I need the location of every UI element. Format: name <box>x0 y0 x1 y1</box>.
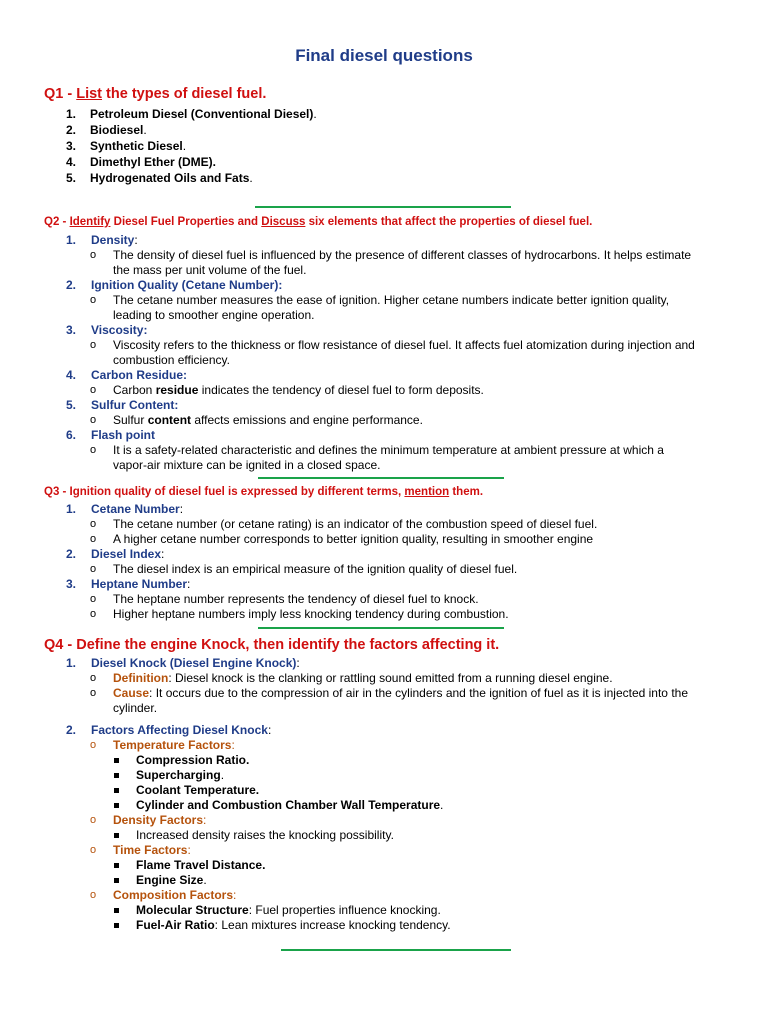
q3-heading: Q3 - Ignition quality of diesel fuel is expressed by different terms, mention them. <box>44 486 484 498</box>
bullet-square-icon <box>114 758 119 763</box>
list-item: 4. Dimethyl Ether (DME). <box>66 155 217 169</box>
q3-list: 1. Cetane Number: o The cetane number (or cetane rating) is an indicator of the combustion speed of diesel fuel. o A higher cetane number corresponds to better ignition quality, resulting in smoother engine 2. Diesel Index: o The diesel index is an empirical measure of the ignition quality of diesel fuel. 3. Heptane Number: o The heptane number represents the tendency of diesel fuel to knock. o Higher heptane numbers imply less knocking tendency during combustion. <box>66 502 736 622</box>
q2-heading: Q2 - Identify Diesel Fuel Properties and Discuss six elements that affect the properties of diesel fuel. <box>44 216 593 228</box>
list-item: 2. Factors Affecting Diesel Knock: <box>66 723 272 737</box>
bullet-square-icon <box>114 908 119 913</box>
page-title: Final diesel questions <box>295 46 473 65</box>
q4-list: 1. Diesel Knock (Diesel Engine Knock): o Definition: Diesel knock is the clanking or rattling sound emitted from a running diesel engine. o Cause: It occurs due to the compression of air in the cylinders and the ignition of fuel as it is injected into the cylinder. 2. Factors Affecting Diesel Knock: o Temperature Factors: Compression Ratio. Supercharging. Coolant Temperature. Cylinder and Combustion Chamber Wall Temperature. o Density Factors: Increased density raises the knocking possibility. o Time Factors: Flame Travel Distance. Engine Size. o Composition Factors: Molecular Structure: Fuel properties influence knocking. Fuel-Air Ratio: Lean mixtures increase knocking tendency. <box>66 656 736 933</box>
list-item: 3. Synthetic Diesel. <box>66 139 187 153</box>
list-item: 2. Ignition Quality (Cetane Number): <box>66 278 283 292</box>
list-item: 1. Diesel Knock (Diesel Engine Knock): <box>66 656 300 670</box>
section-divider <box>255 206 511 208</box>
list-item: 1. Petroleum Diesel (Conventional Diesel). <box>66 107 317 121</box>
bullet-square-icon <box>114 923 119 928</box>
q2-list: 1. Density: o The density of diesel fuel is influenced by the presence of different classes of hydrocarbons. It helps estimate the mass per unit volume of the fuel. 2. Ignition Quality (Cetane Number): o The cetane number measures the ease of ignition. Higher cetane numbers indicate better ignition quality, leading to smoother engine operation. 3. Viscosity: o Viscosity refers to the thickness or flow resistance of diesel fuel. It affects fuel atomization during injection and combustion efficiency. 4. Carbon Residue: o Carbon residue indicates the tendency of diesel fuel to form deposits. 5. Sulfur Content: o Sulfur content affects emissions and engine performance. 6. Flash point o It is a safety-related characteristic and defines the minimum temperature at ambient pressure at which a vapor-air mixture can be ignited in a closed space. <box>66 233 736 473</box>
list-item: 1. Density: <box>66 233 138 247</box>
section-divider <box>281 949 511 951</box>
list-item: 6. Flash point <box>66 428 155 442</box>
q1-list <box>66 106 317 186</box>
list-item: 3. Heptane Number: <box>66 577 191 591</box>
q1-heading: Q1 - List the types of diesel fuel. <box>44 86 267 102</box>
list-item: 5. Sulfur Content: <box>66 398 179 412</box>
bullet-square-icon <box>114 863 119 868</box>
q4-heading: Q4 - Define the engine Knock, then identify the factors affecting it. <box>44 637 500 653</box>
list-item: 4. Carbon Residue: <box>66 368 188 382</box>
list-item: 2. Diesel Index: <box>66 547 165 561</box>
list-item: 2. Biodiesel. <box>66 123 147 137</box>
bullet-square-icon <box>114 788 119 793</box>
section-divider <box>258 477 504 479</box>
bullet-square-icon <box>114 833 119 838</box>
bullet-square-icon <box>114 878 119 883</box>
bullet-square-icon <box>114 773 119 778</box>
list-item: 5. Hydrogenated Oils and Fats. <box>66 171 253 185</box>
list-item: 1. Cetane Number: <box>66 502 184 516</box>
list-item: 3. Viscosity: <box>66 323 148 337</box>
bullet-square-icon <box>114 803 119 808</box>
section-divider <box>258 627 504 629</box>
